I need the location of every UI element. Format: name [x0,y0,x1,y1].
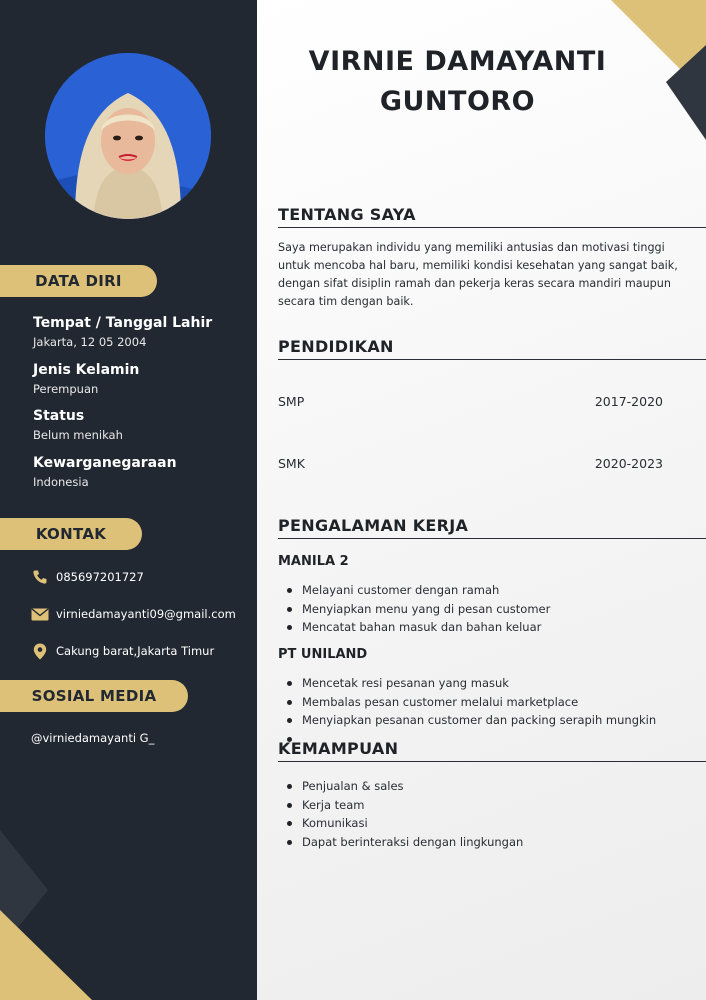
list-item: Dapat berinteraksi dengan lingkungan [285,833,523,852]
birth-info [33,314,212,350]
main-content [257,0,706,1000]
contact-email [31,606,236,622]
skills-list [285,777,523,851]
job-tasks-list [285,674,656,730]
sidebar-decoration [0,830,257,1000]
email-address[interactable]: virniedamayanti09@gmail.com [56,607,236,621]
job-company: PT UNILAND [278,647,368,662]
education-school: SMK [278,456,305,471]
list-item: Menyiapkan pesanan customer dan packing serapih mungkin [285,711,656,730]
list-item: Kerja team [285,796,523,815]
name-line-2: GUNTORO [379,86,536,117]
kontak-title: KONTAK [35,525,107,543]
list-item: Mencetak resi pesanan yang masuk [285,674,656,693]
job-tasks-list [285,581,550,637]
education-years: 2017-2020 [594,394,663,409]
education-school: SMP [278,394,305,409]
status-value: Belum menikah [33,428,123,442]
gender-info [33,361,139,397]
list-item: Mencatat bahan masuk dan bahan keluar [285,618,550,637]
birth-label: Tempat / Tanggal Lahir [33,315,213,331]
education-years: 2020-2023 [594,456,663,471]
contact-phone [31,569,144,585]
profile-photo [45,53,211,219]
section-skills-title: KEMAMPUAN [278,739,706,762]
social-media-header [0,680,188,712]
address-text: Cakung barat,Jakarta Timur [56,644,215,658]
list-item: Membalas pesan customer melalui marketplace [285,693,656,712]
nationality-value: Indonesia [33,475,89,489]
social-handle[interactable]: @virniedamayanti G_ [31,731,155,745]
gender-value: Perempuan [33,382,99,396]
section-education-title: PENDIDIKAN [278,337,706,360]
phone-number[interactable]: 085697201727 [56,570,144,584]
section-about-title: TENTANG SAYA [278,205,706,228]
name-line-1: VIRNIE DAMAYANTI [308,46,607,77]
gender-label: Jenis Kelamin [33,362,140,378]
about-text: Saya merupakan individu yang memiliki antusias dan motivasi tinggi untuk mencoba hal baru, memiliki kondisi kesehatan yang sangat baik, dengan sifat disiplin ramah dan pekerja keras secara mandiri maupun secara tim dengan baik. [278,241,678,308]
kontak-header [0,518,142,550]
mail-icon [31,606,49,622]
list-item: Melayani customer dengan ramah [285,581,550,600]
list-item: Menyiapkan menu yang di pesan customer [285,600,550,619]
avatar [45,53,211,219]
birth-value: Jakarta, 12 05 2004 [33,335,147,349]
nationality-info [33,454,177,490]
education-row [278,394,663,409]
data-diri-header [0,265,157,297]
status-label: Status [33,408,85,424]
data-diri-title: DATA DIRI [35,272,122,290]
list-item: Penjualan & sales [285,777,523,796]
nationality-label: Kewarganegaraan [33,455,177,471]
location-pin-icon [31,643,49,659]
list-item: Komunikasi [285,814,523,833]
education-row [278,456,663,471]
phone-icon [31,569,49,585]
job-company: MANILA 2 [278,554,349,569]
contact-address [31,643,214,659]
social-media-title: SOSIAL MEDIA [31,687,157,705]
status-info [33,407,123,443]
sidebar [0,0,257,1000]
section-experience-title: PENGALAMAN KERJA [278,516,706,539]
